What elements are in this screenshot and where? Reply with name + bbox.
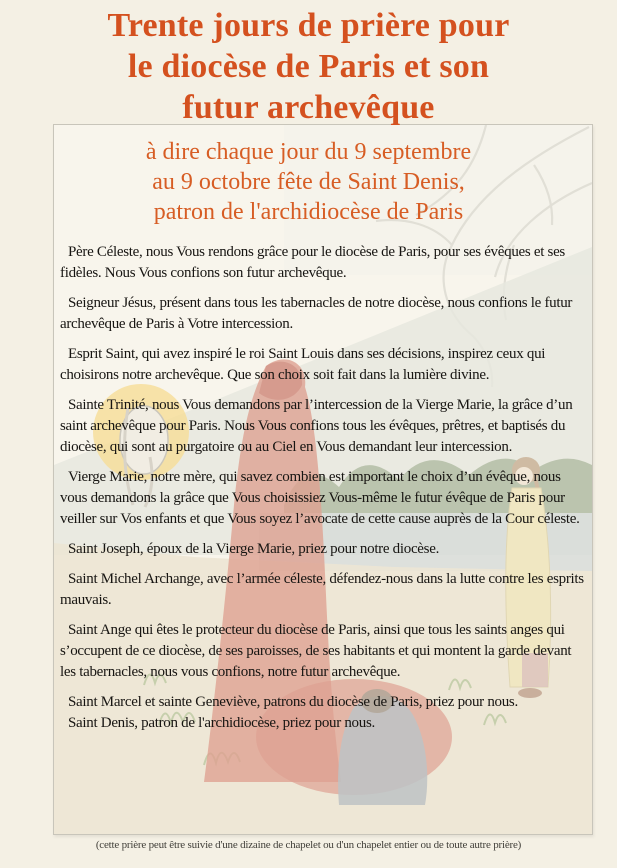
prayer-paragraph: Saint Ange qui êtes le protecteur du diocèse de Paris, ainsi que tous les saints anges qui s’occupent de ce diocèse, de ses paroisses, de ses habitants et qui montent la garde devant les tabernacles, nous vous confions, notre futur archevêque. — [60, 622, 572, 680]
subtitle — [0, 137, 617, 227]
title-line-1: Trente jours de prière pour — [107, 7, 510, 44]
document-content — [0, 5, 617, 734]
title-line-2: le diocèse de Paris et son — [127, 48, 490, 85]
prayer-paragraph: Père Céleste, nous Vous rendons grâce pour le diocèse de Paris, pour ses évêques et ses fidèles. Nous Vous confions son futur archevêque. — [60, 244, 565, 281]
page-title — [0, 5, 617, 128]
prayer-text — [60, 242, 588, 734]
subtitle-line-3: patron de l'archidiocèse de Paris — [153, 199, 464, 225]
prayer-paragraph: Sainte Trinité, nous Vous demandons par l’intercession de la Vierge Marie, la grâce d’un saint archevêque pour Paris. Nous Vous confions tous les évêques, prêtres, et baptisés du diocèse, qui sont au purgatoire ou au Ciel en Vous demandant leur intercession. — [60, 397, 573, 455]
prayer-paragraph: Vierge Marie, notre mère, qui savez combien est important le choix d’un évêque, nous vous demandons la grâce que Vous choisissiez Vous-même le futur évêque de Paris pour veiller sur Vos enfants et que Vous soyez l’avocate de cette cause auprès de la Cour céleste. — [60, 469, 580, 527]
title-line-3: futur archevêque — [182, 89, 435, 126]
prayer-paragraph: Seigneur Jésus, présent dans tous les tabernacles de notre diocèse, nous confions le futur archevêque de Paris à Votre intercession. — [60, 295, 573, 332]
subtitle-line-2: au 9 octobre fête de Saint Denis, — [152, 169, 465, 195]
prayer-paragraph: Saint Joseph, époux de la Vierge Marie, priez pour notre diocèse. — [68, 541, 440, 557]
prayer-paragraph: Saint Michel Archange, avec l’armée céleste, défendez-nous dans la lutte contre les esprits mauvais. — [60, 571, 584, 608]
prayer-paragraph: Saint Denis, patron de l'archidiocèse, priez pour nous. — [68, 715, 375, 731]
prayer-paragraph: Esprit Saint, qui avez inspiré le roi Saint Louis dans ses décisions, inspirez ceux qui choisirons notre archevêque. Que son choix soit fait dans la lumière divine. — [60, 346, 546, 383]
footer-note: (cette prière peut être suivie d'une dizaine de chapelet ou d'un chapelet entier ou de toute autre prière) — [95, 839, 522, 851]
subtitle-line-1: à dire chaque jour du 9 septembre — [145, 139, 472, 165]
prayer-paragraph: Saint Marcel et sainte Geneviève, patrons du diocèse de Paris, priez pour nous. — [68, 694, 518, 710]
